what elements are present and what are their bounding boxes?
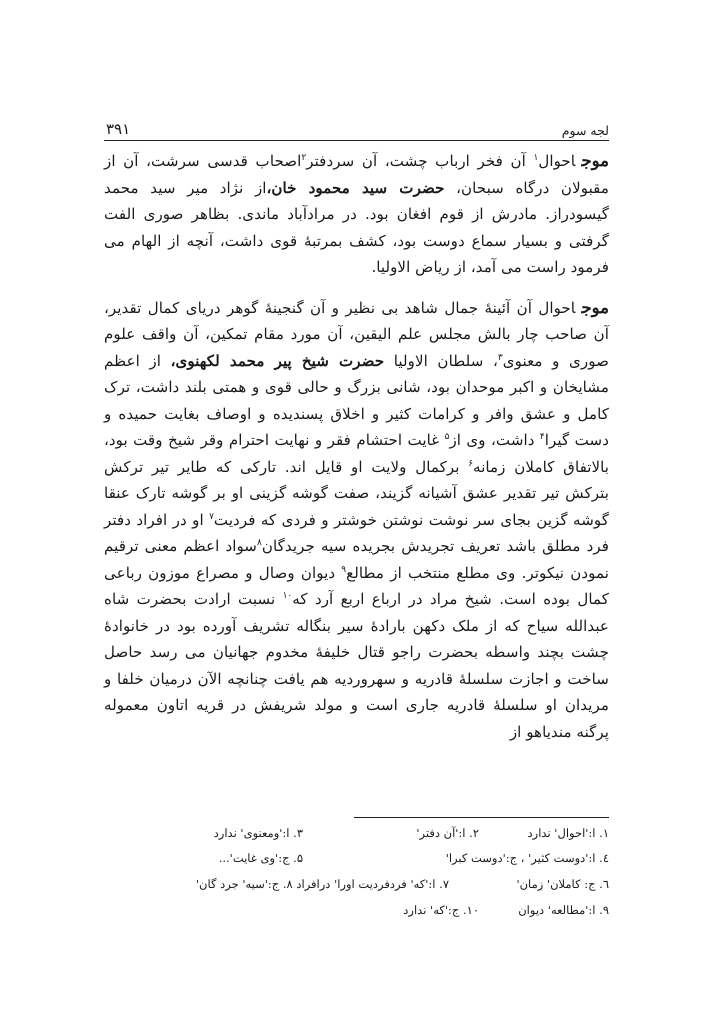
footnote-row-2 [104, 851, 609, 871]
paragraph-1-keyword: موج [581, 151, 609, 170]
p2-person-name: حضرت شیخ پیر محمد لکهنوی، [170, 351, 385, 370]
p2-text-2: ، سلطان الاولیا [384, 351, 498, 370]
p1-text-3: اصحاب قدسی سرشت، آن از مقبولان درگاه سبحان، [104, 152, 609, 197]
p2-text-5: غایت احتشام فقر و نهایت احترام وقر شیخ وقت بود، بالاتفاق کاملان زمانه [104, 431, 609, 476]
footnote-3: ۳. ا:'ومعنوی' ندارد [213, 826, 303, 840]
p2-text-7: او در افراد دفتر فرد مطلق باشد تعریف تجریدش بجریده سیه جریدگان [104, 510, 609, 555]
footnote-1: ۱. ا:'احوال' ندارد [527, 826, 609, 840]
footnote-ref-9: ۹ [341, 564, 347, 575]
header-rule [104, 140, 609, 141]
p2-text-10: نسبت ارادت بحضرت شاه عبدالله سیاح که از ملک دکهن بارادهٔ سیر بنگاله تشریف آورده بود در خانوادهٔ چشت بچند واسطه بحضرت راجو قتال خلیفهٔ مخدوم جهانیان می رسد حاصل ساخت و اجازت سلسلهٔ قادریه و سهروردیه هم یافت چنانچه الآن درمیان خلفا و مریدان او سلسلهٔ قادریه جاری است و مولد شریفش در قریه اتاون معموله پرگنه مندیاهو از [104, 590, 609, 741]
footnote-4: ٤. ا:'دوست کثیر' ، ج:'دوست کبرا' [445, 851, 609, 865]
p1-text-2: آن فخر ارباب چشت، آن سردفتر [306, 152, 534, 170]
p2-text-8: سواد اعظم معنی ترقیم نمودن نیکوتر. وی مطلع منتخب از مطالع [104, 537, 609, 582]
footnote-5: ۵. ج:'وی غایت'... [218, 851, 303, 865]
footnote-ref-7: ۷ [209, 511, 214, 522]
footnote-row-1 [104, 826, 609, 846]
p2-text-6: برکمال ولایت او قایل اند. تارکی که طایر تیر ترکش بترکش تیر تقدیر عشق آشیانه گزیند، صفت گوشه گزینی او بر گوشه تارک عنقا گوشه گزین بجای سر نوشت نوشتن خوشتر و فردی که فردیت [104, 457, 610, 529]
p1-person-name: حضرت سید محمود خان، [266, 178, 445, 197]
p2-text-9: دیوان وصال و مصراع موزون رباعی کمال بوده است. شیخ مراد در ارباع اربع آرد که [104, 563, 609, 608]
main-text [104, 148, 609, 745]
footnote-ref-4: ۴ [539, 431, 545, 442]
p1-text-4: از نژاد میر سید محمد گیسودراز. مادرش از قوم افغان بود. در مرادآباد ماندی. بظاهر صوری الفت گرفتی و بسیار سماع دوست بود، کشف بمرتبهٔ قوی داشت، آنچه از الهام می فرمود راست می آمد، از ریاض الاولیا. [104, 178, 609, 276]
footnote-ref-2: ۲ [301, 152, 307, 163]
footnote-2: ۲. ا:'آن دفتر' [416, 826, 479, 840]
footnote-ref-6: ۶ [468, 458, 474, 469]
footnote-7: ۷. ا:'که' فردفردیت اورا' درافراد ۸. ج:'سیه' جرد گان' [195, 877, 449, 891]
footnote-row-3 [104, 877, 609, 897]
paragraph-2-keyword: موج [581, 297, 609, 317]
p2-text-4: داشت، وی از [449, 431, 540, 449]
p2-text-1: احوال آن آئینهٔ جمال شاهد بی نظیر و آن گنجینهٔ گوهر دریای کمال تقدیر، آن صاحب چار بالش مجلس علم الیقین، آن مورد مقام تمکین، آن واقف علوم صوری و معنوی [104, 298, 610, 370]
chapter-title: لجه سوم [561, 123, 609, 138]
footnote-6: ٦. ج: کاملان' زمان' [516, 877, 609, 891]
footnote-ref-10: ۱۰ [282, 590, 293, 601]
footnote-ref-3: ۳ [497, 352, 503, 363]
page-number: ۳۹۱ [106, 120, 131, 138]
footnote-10: ۱۰. ج:'که' ندارد [403, 903, 479, 917]
footnote-ref-1: ۱ [533, 152, 539, 163]
footnote-rule [354, 817, 609, 818]
paragraph-1 [104, 148, 609, 281]
paragraph-2 [104, 295, 609, 746]
footnote-row-4 [104, 903, 609, 923]
footnote-9: ۹. ا:'مطالعه' دیوان [518, 903, 609, 917]
p2-text-3: از اعظم مشایخان و اکبر موحدان بود، شانی بزرگ و حالی قوی و همتی بلند داشت، ترک کامل و عشق وافر و کرامات کثیر و اخلاق پسندیده و اوصاف بغایت حمیده و دست گیرا [104, 351, 609, 449]
running-header [106, 116, 609, 138]
p1-text-1: احوال [538, 152, 576, 170]
footnote-ref-5: ۵ [444, 431, 450, 442]
footnote-ref-8: ۸ [257, 537, 262, 548]
